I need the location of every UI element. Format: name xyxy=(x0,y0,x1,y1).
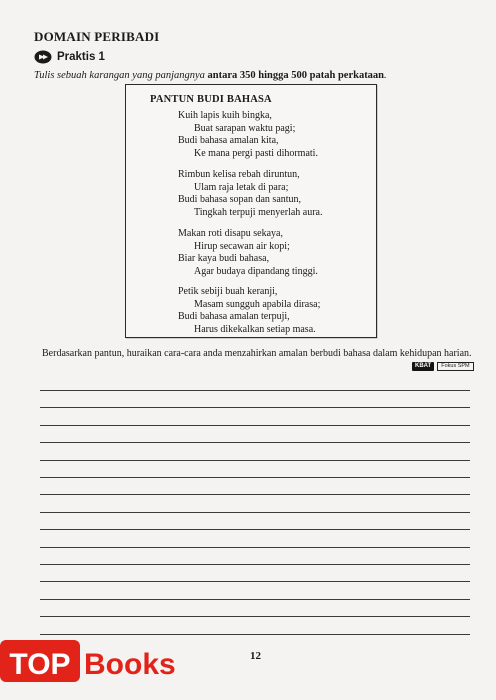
topbooks-logo xyxy=(0,630,185,690)
poem-line: Ulam raja letak di para; xyxy=(194,181,289,193)
instruction-text xyxy=(34,70,474,81)
writing-line[interactable] xyxy=(40,460,470,461)
poem-line: Buat sarapan waktu pagi; xyxy=(194,122,296,134)
fokus-spm-badge: Fokus SPM xyxy=(437,362,473,371)
writing-line[interactable] xyxy=(40,512,470,513)
poem-stanza-2 xyxy=(178,169,378,219)
poem-line: Harus dikekalkan setiap masa. xyxy=(194,323,316,335)
writing-line[interactable] xyxy=(40,599,470,600)
writing-line[interactable] xyxy=(40,442,470,443)
poem-line: Biar kaya budi bahasa, xyxy=(178,253,270,265)
poem-line: Ke mana pergi pasti dihormati. xyxy=(194,147,318,159)
poem-line: Tingkah terpuji menyerlah aura. xyxy=(194,206,323,218)
writing-line[interactable] xyxy=(40,494,470,495)
topbooks-logo-graphic xyxy=(0,630,185,690)
poem-stanza-1 xyxy=(178,110,378,160)
domain-heading: DOMAIN PERIBADI xyxy=(34,29,160,44)
instruction-bold: antara 350 hingga 500 patah perkataan xyxy=(207,70,385,81)
poem-line: Budi bahasa amalan kita, xyxy=(178,135,279,147)
poem-line: Budi bahasa sopan dan santun, xyxy=(178,194,302,206)
poem-line: Makan roti disapu sekaya, xyxy=(178,228,283,239)
writing-line[interactable] xyxy=(40,616,470,617)
writing-line[interactable] xyxy=(40,390,470,391)
poem-title: PANTUN BUDI BAHASA xyxy=(150,94,272,105)
poem-line: Rimbun kelisa rebah diruntun, xyxy=(178,169,300,180)
praktis-label: Praktis 1 xyxy=(57,51,105,63)
poem-stanza-4 xyxy=(178,286,378,336)
writing-line[interactable] xyxy=(40,581,470,582)
writing-lines[interactable] xyxy=(40,390,470,640)
poem-line: Budi bahasa amalan terpuji, xyxy=(178,311,290,323)
poem-stanza-3 xyxy=(178,228,378,278)
praktis-heading xyxy=(34,50,105,64)
writing-line[interactable] xyxy=(40,564,470,565)
svg-text:TOP: TOP xyxy=(9,648,71,681)
arrow-bullet-icon xyxy=(34,50,52,64)
poem-line: Kuih lapis kuih bingka, xyxy=(178,110,272,121)
instruction-end: . xyxy=(384,70,387,81)
poem-line: Hirup secawan air kopi; xyxy=(194,240,290,252)
page-number: 12 xyxy=(250,650,261,662)
badge-group xyxy=(412,362,474,371)
writing-line[interactable] xyxy=(40,529,470,530)
kbat-badge: KBAT xyxy=(412,362,434,371)
poem-line: Masam sungguh apabila dirasa; xyxy=(194,298,321,310)
poem-line: Petik sebiji buah keranji, xyxy=(178,286,278,297)
poem-line: Agar budaya dipandang tinggi. xyxy=(194,265,318,277)
poem-box xyxy=(125,84,377,338)
svg-text:Books: Books xyxy=(84,648,176,681)
instruction-italic: Tulis sebuah karangan yang panjangnya xyxy=(34,70,208,81)
writing-line[interactable] xyxy=(40,407,470,408)
writing-line[interactable] xyxy=(40,547,470,548)
writing-line[interactable] xyxy=(40,477,470,478)
question-text: Berdasarkan pantun, huraikan cara-cara anda menzahirkan amalan berbudi bahasa dalam kehidupan harian. xyxy=(42,348,472,359)
writing-line[interactable] xyxy=(40,425,470,426)
